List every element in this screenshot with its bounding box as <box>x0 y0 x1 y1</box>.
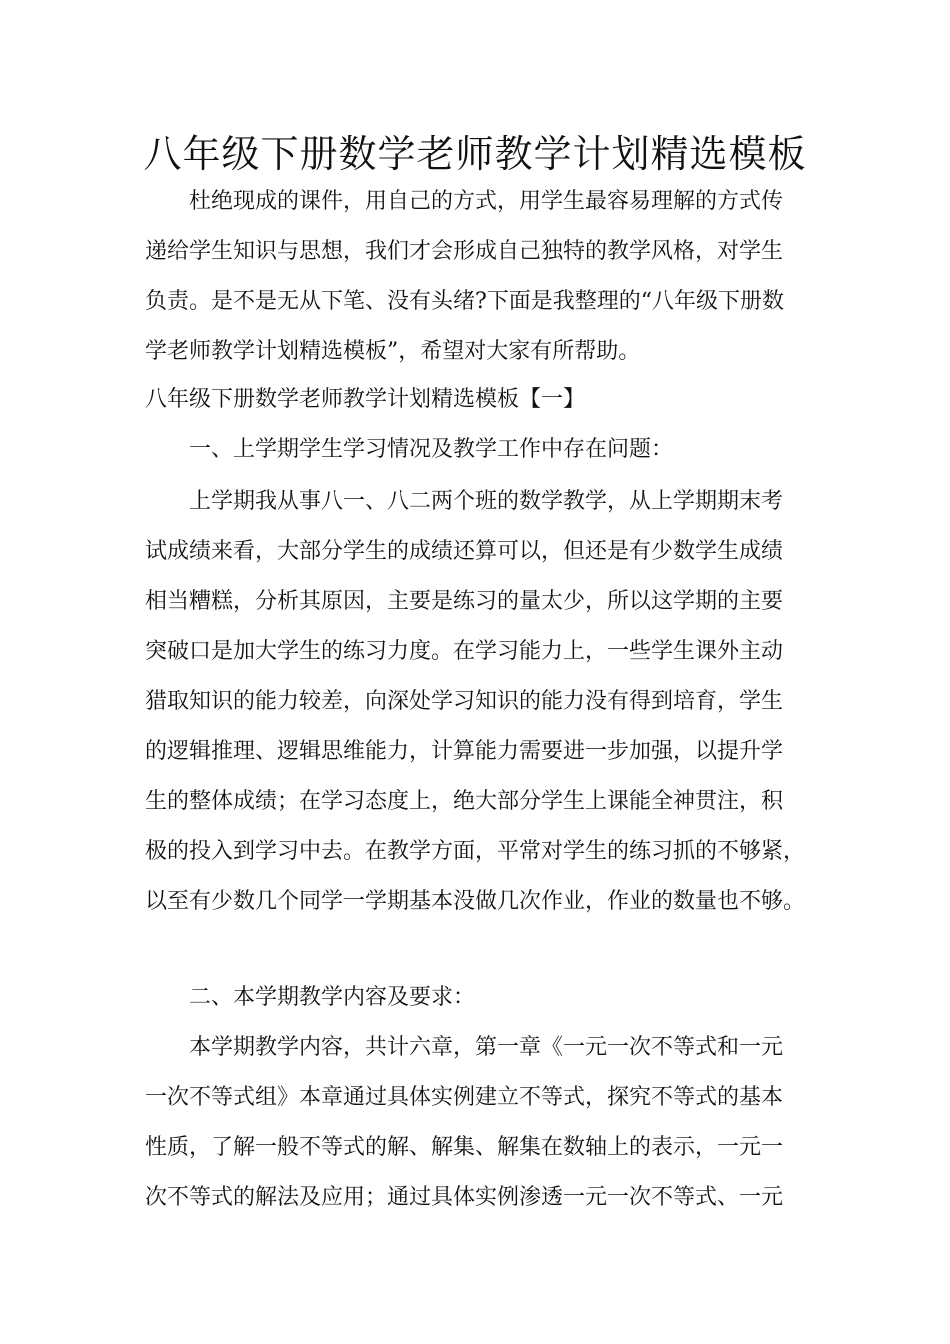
paragraph-line: 相当糟糕，分析其原因，主要是练习的量太少，所以这学期的主要 <box>145 589 784 614</box>
section-heading: 八年级下册数学老师教学计划精选模板【一】 <box>145 387 586 412</box>
part2-paragraph <box>145 1023 825 1223</box>
part1-paragraph <box>145 477 825 927</box>
paragraph-line: 突破口是加大学生的练习力度。在学习能力上，一些学生课外主动 <box>145 639 784 664</box>
paragraph-line: 生的整体成绩；在学习态度上，绝大部分学生上课能全神贯注，积 <box>145 789 784 814</box>
page-title: 八年级下册数学老师教学计划精选模板 <box>143 132 807 176</box>
paragraph-line: 次不等式的解法及应用；通过具体实例渗透一元一次不等式、一元 <box>145 1185 784 1210</box>
part2-heading-block <box>145 973 825 1023</box>
paragraph-line: 本学期教学内容，共计六章，第一章《一元一次不等式和一元 <box>189 1035 784 1060</box>
paragraph-line: 性质，了解一般不等式的解、解集、解集在数轴上的表示，一元一 <box>145 1135 784 1160</box>
section-heading-block <box>145 375 825 425</box>
paragraph-line: 递给学生知识与思想，我们才会形成自己独特的教学风格，对学生 <box>145 239 784 264</box>
paragraph-line: 上学期我从事八一、八二两个班的数学教学，从上学期期末考 <box>189 489 784 514</box>
paragraph-line: 以至有少数几个同学一学期基本没做几次作业，作业的数量也不够。 <box>145 889 806 914</box>
paragraph-line: 一次不等式组》本章通过具体实例建立不等式，探究不等式的基本 <box>145 1085 784 1110</box>
part2-heading: 二、本学期教学内容及要求： <box>189 985 476 1010</box>
intro-paragraph <box>145 177 825 377</box>
paragraph-line: 猎取知识的能力较差，向深处学习知识的能力没有得到培育，学生 <box>145 689 784 714</box>
paragraph-line: 极的投入到学习中去。在教学方面，平常对学生的练习抓的不够紧， <box>145 839 806 864</box>
part1-heading: 一、上学期学生学习情况及教学工作中存在问题： <box>189 437 674 462</box>
paragraph-line: 的逻辑推理、逻辑思维能力，计算能力需要进一步加强，以提升学 <box>145 739 784 764</box>
paragraph-line: 试成绩来看，大部分学生的成绩还算可以，但还是有少数学生成绩 <box>145 539 784 564</box>
part1-heading-block <box>145 425 825 475</box>
paragraph-line: 杜绝现成的课件，用自己的方式，用学生最容易理解的方式传 <box>189 189 784 214</box>
paragraph-line: 学老师教学计划精选模板”，希望对大家有所帮助。 <box>145 339 641 364</box>
paragraph-line: 负责。是不是无从下笔、没有头绪?下面是我整理的“八年级下册数 <box>145 289 785 314</box>
